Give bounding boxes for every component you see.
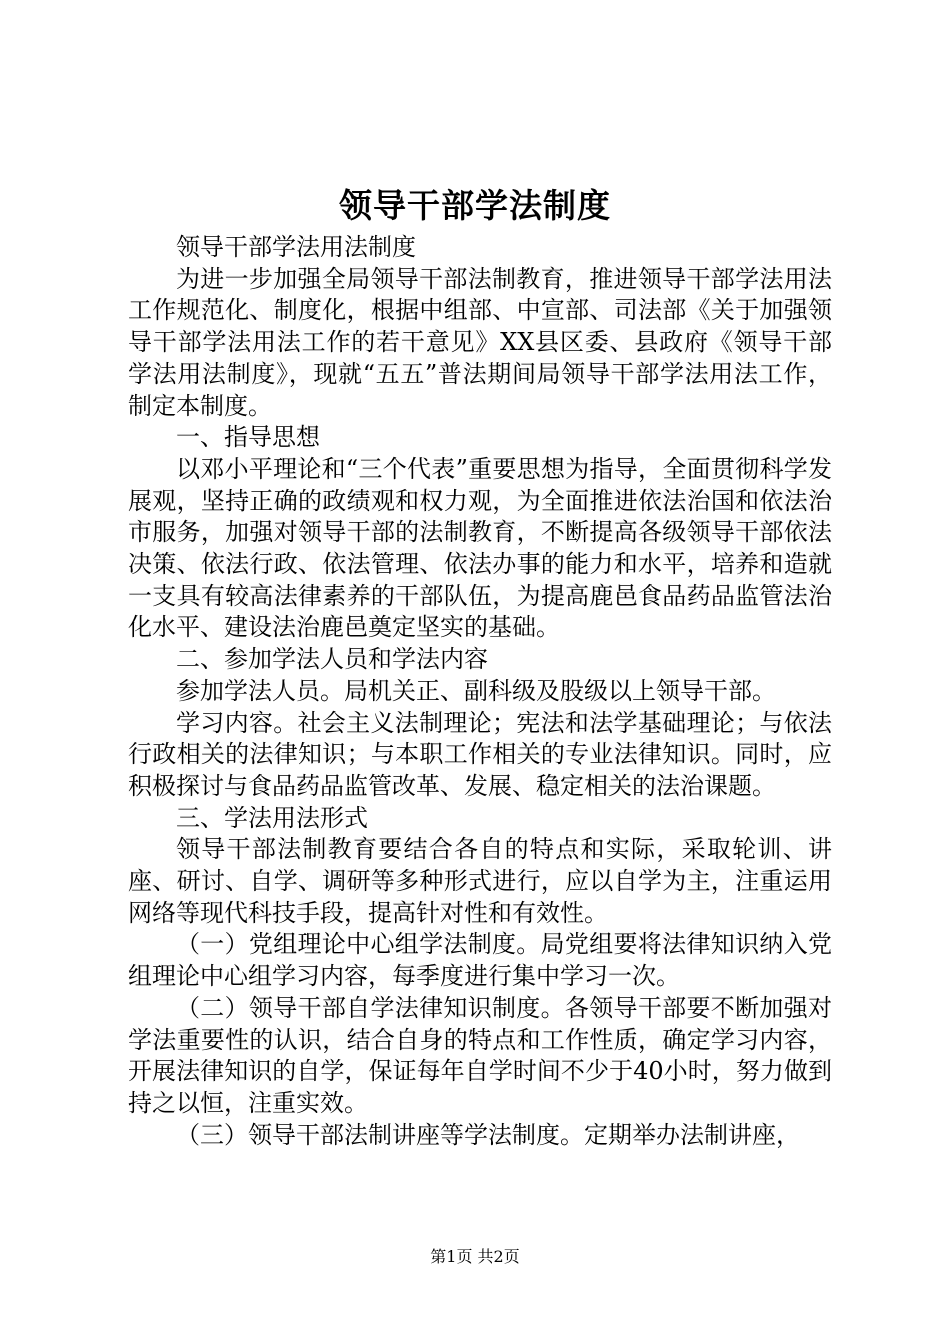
- section-heading-guiding-ideology: 一、指导思想: [176, 423, 320, 452]
- section-heading-participants-content: 二、参加学法人员和学法内容: [176, 645, 488, 674]
- paragraph-item-2: （二）领导干部自学法律知识制度。各领导干部要不断加强对学法重要性的认识，结合自身的特点和工作性质，确定学习内容，开展法律知识的自学，保证每年自学时间不少于40小时，努力做到持之以恒，注重实效。: [128, 993, 832, 1117]
- paragraph-item-1: （一）党组理论中心组学法制度。局党组要将法律知识纳入党组理论中心组学习内容，每季度进行集中学习一次。: [128, 930, 832, 991]
- page-footer: 第1页 共2页: [430, 1247, 520, 1266]
- paragraph-guiding-ideology: 以邓小平理论和“三个代表”重要思想为指导，全面贯彻科学发展观，坚持正确的政绩观和权力观，为全面推进依法治国和依法治市服务，加强对领导干部的法制教育，不断提高各级领导干部依法决策、依法行政、依法管理、依法办事的能力和水平，培养和造就一支具有较高法律素养的干部队伍，为提高鹿邑食品药品监管法治化水平、建设法治鹿邑奠定坚实的基础。: [128, 454, 832, 642]
- paragraph-study-forms: 领导干部法制教育要结合各自的特点和实际，采取轮训、讲座、研讨、自学、调研等多种形式进行，应以自学为主，注重运用网络等现代科技手段，提高针对性和有效性。: [128, 835, 832, 927]
- paragraph-intro: 为进一步加强全局领导干部法制教育，推进领导干部学法用法工作规范化、制度化，根据中组部、中宣部、司法部《关于加强领导干部学法用法工作的若干意见》XX县区委、县政府《领导干部学法用法制度》，现就“五五”普法期间局领导干部学法用法工作，制定本制度。: [128, 264, 832, 420]
- paragraph-item-3: （三）领导干部法制讲座等学法制度。定期举办法制讲座，: [176, 1120, 800, 1149]
- paragraph-subtitle: 领导干部学法用法制度: [176, 233, 416, 261]
- document-title: 领导干部学法制度: [339, 186, 611, 225]
- paragraph-study-content: 学习内容。社会主义法制理论；宪法和法学基础理论；与依法行政相关的法律知识；与本职工作相关的专业法律知识。同时，应积极探讨与食品药品监管改革、发展、稳定相关的法治课题。: [128, 708, 832, 800]
- paragraph-participants: 参加学法人员。局机关正、副科级及股级以上领导干部。: [176, 676, 776, 705]
- section-heading-study-forms: 三、学法用法形式: [176, 803, 368, 832]
- document-body: [128, 232, 832, 1151]
